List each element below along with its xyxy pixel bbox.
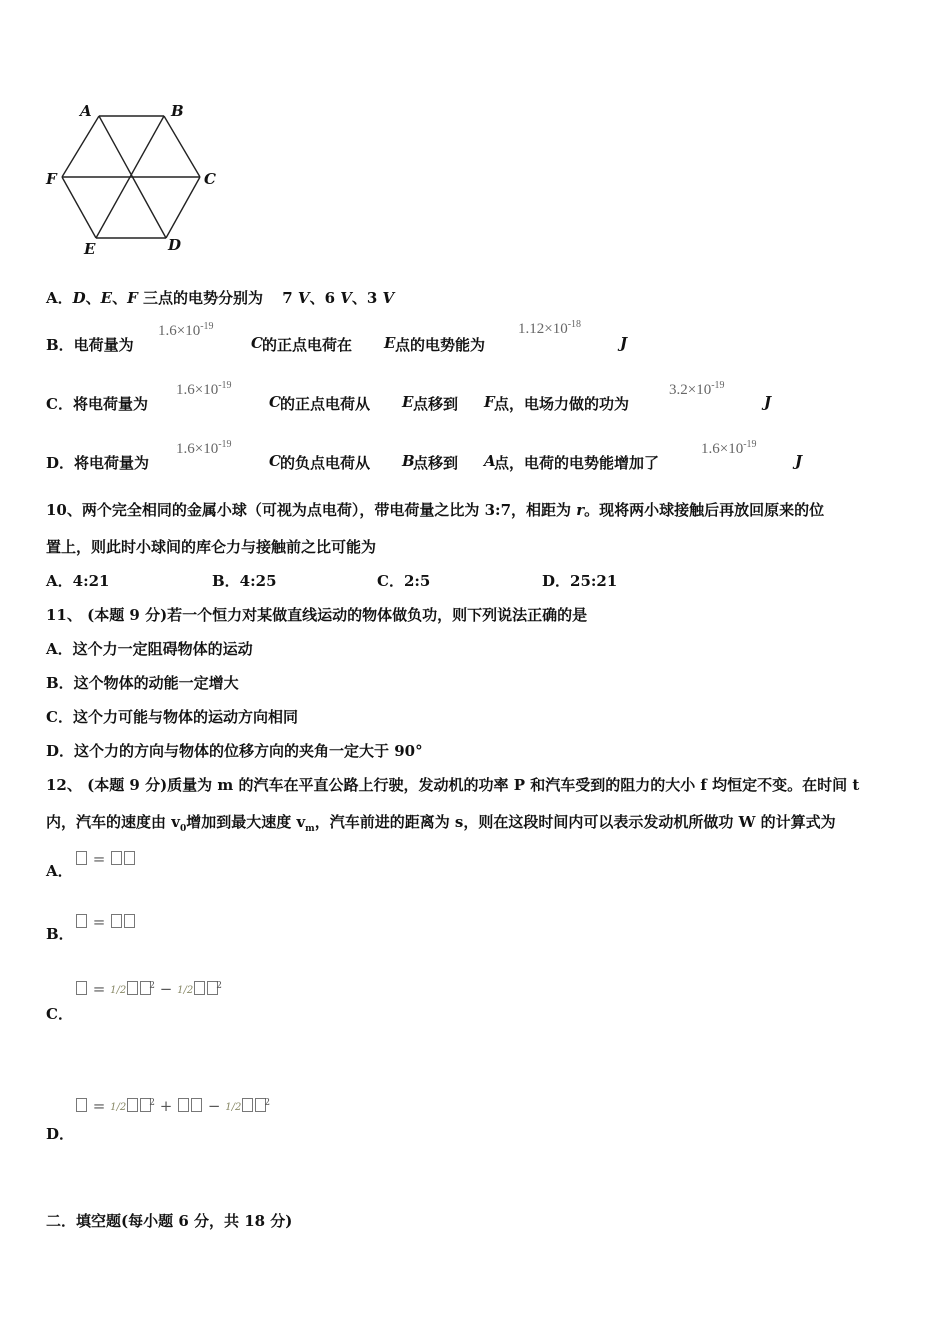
option-text: 的负点电荷从 [280,454,371,472]
point-b: B [402,452,415,470]
q10-option-b[interactable]: B．4:25 [212,572,277,590]
q11-option-d[interactable]: D．这个力的方向与物体的位移方向的夹角一定大于 90° [46,742,423,760]
vertex-label-a: A [80,102,92,120]
q12-stem-line1: 12、 (本题 9 分)质量为 m 的汽车在平直公路上行驶，发动机的功率 P 和汽车受到的阻力的大小 f 均恒定不变。在时间 t [46,776,860,794]
vertex-label-c: C [204,170,216,188]
q12-stem-line2 [46,811,836,834]
q10-option-c[interactable]: C．2:5 [377,572,431,590]
mantissa: 1.6×10 [176,382,219,398]
unit: V [340,289,352,307]
minus-sign: − [207,1097,221,1115]
option-label: D． [46,1125,75,1143]
charge-value [176,439,232,458]
sep: 、 [112,289,128,307]
q10-stem-line2: 置上，则此时小球间的库仑力与接触前之比可能为 [46,538,377,556]
option-prefix: C．将电荷量为 [46,395,148,413]
exponent: -19 [200,321,214,332]
unit: V [382,289,395,307]
point-d: D [72,289,86,307]
formula-image [75,1097,270,1115]
plus-sign: + [159,1097,173,1115]
value: 7 [282,289,298,307]
option-label: A． [46,862,73,880]
unit: V [297,289,310,307]
work-value [669,380,725,399]
mantissa: 1.6×10 [158,323,201,339]
point-e: E [384,334,396,352]
option-prefix: D．将电荷量为 [46,454,150,472]
vertex-label-d: D [168,236,182,254]
option-text: 点移到 [413,395,459,413]
vertex-label-f: F [46,170,57,188]
exponent: -19 [711,380,725,391]
mantissa: 1.6×10 [176,441,219,457]
unit: J [620,334,628,352]
option-text: 点，电场力做的功为 [494,395,630,413]
option-text: 点，电荷的电势能增加了 [494,454,660,472]
option-prefix: B．电荷量为 [46,336,134,354]
square: 2 [149,1098,155,1108]
q11-option-a[interactable]: A．这个力一定阻碍物体的运动 [46,640,253,658]
stem-text: 增加到最大速度 v [186,813,306,831]
unit: C [269,393,281,411]
point-a: A [484,452,496,470]
q9-option-a[interactable] [46,287,394,308]
formula-image [75,850,136,868]
fraction: 1/2 [110,984,127,996]
eq-sign: = [92,850,106,868]
stem-text: ，汽车前进的距离为 s，则在这段时间内可以表示发动机所做功 W 的计算式为 [314,813,836,831]
square: 2 [264,1098,271,1108]
fraction: 1/2 [225,1101,242,1113]
eq-sign: = [92,913,106,931]
formula-image [75,980,222,998]
fraction: 1/2 [177,984,194,996]
minus-sign: − [159,980,173,998]
q10-stem-line1 [46,499,824,520]
charge-value [158,321,214,340]
option-label: B． [46,925,74,943]
stem-text: 内，汽车的速度由 v [46,813,180,831]
unit: C [269,452,281,470]
q10-option-a[interactable]: A．4:21 [46,572,110,590]
unit: C [251,334,263,352]
fraction: 1/2 [110,1101,127,1113]
option-text: 的正点电荷在 [262,336,353,354]
option-text: 的正点电荷从 [280,395,371,413]
mantissa: 1.6×10 [701,441,744,457]
subscript: 0 [179,824,187,834]
exponent: -18 [567,319,582,330]
unit: J [764,393,772,411]
stem-text: 10、两个完全相同的金属小球（可视为点电荷），带电荷量之比为 3:7，相距为 [46,501,577,519]
unit: J [795,452,803,470]
q10-option-d[interactable]: D．25:21 [542,572,618,590]
q11-option-b[interactable]: B．这个物体的动能一定增大 [46,674,239,692]
option-text: 三点的电势分别为 [137,289,264,307]
point-f: F [127,289,138,307]
point-e: E [100,289,113,307]
square: 2 [216,981,222,991]
q11-stem: 11、 (本题 9 分)若一个恒力对某做直线运动的物体做负功，则下列说法正确的是 [46,606,588,624]
mantissa: 3.2×10 [669,382,712,398]
option-label: C． [46,1005,73,1023]
point-f: F [484,393,495,411]
eq-sign: = [92,1097,106,1115]
value: 、6 [309,289,341,307]
vertex-label-e: E [84,240,96,258]
option-prefix: A． [46,289,73,307]
section-2-title: 二．填空题(每小题 6 分，共 18 分) [46,1212,293,1230]
point-e: E [402,393,414,411]
q11-option-c[interactable]: C．这个力可能与物体的运动方向相同 [46,708,298,726]
eq-sign: = [92,980,106,998]
sep: 、 [85,289,101,307]
exponent: -19 [743,439,757,450]
energy-value [701,439,757,458]
mantissa: 1.12×10 [518,321,568,337]
subscript: m [305,824,315,834]
value: 、3 [351,289,383,307]
vertex-label-b: B [171,102,184,120]
distance-symbol: r [576,501,585,519]
option-text: 点移到 [413,454,459,472]
formula-image [75,913,136,931]
exponent: -19 [218,380,232,391]
energy-value [518,319,581,338]
hexagon-figure [40,100,230,260]
exponent: -19 [218,439,232,450]
charge-value [176,380,232,399]
option-text: 点的电势能为 [395,336,486,354]
square: 2 [149,981,155,991]
stem-text: 。现将两小球接触后再放回原来的位 [584,501,825,519]
